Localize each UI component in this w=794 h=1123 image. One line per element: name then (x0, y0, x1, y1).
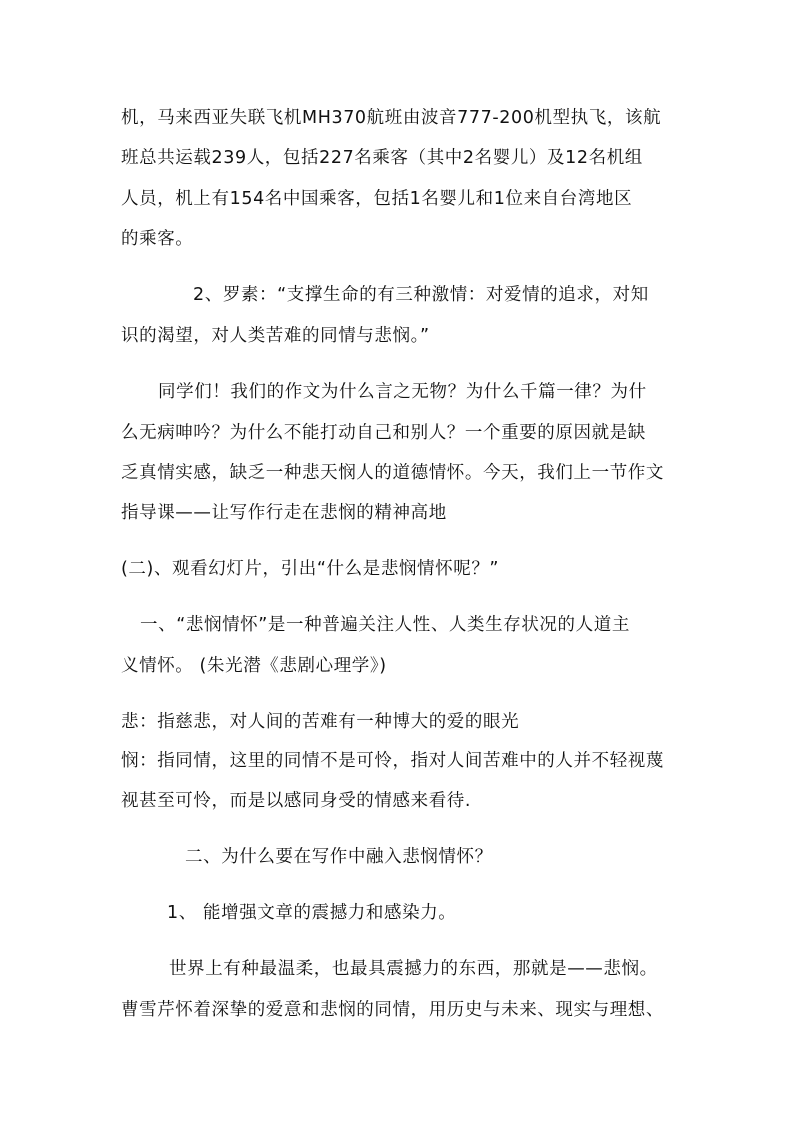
section-heading-2: (二)、观看幻灯片，引出“什么是悲悯情怀呢？” (121, 559, 500, 579)
paragraph-line-4: 的乘客。 (121, 229, 194, 249)
intro-line-3: 乏真情实感，缺乏一种悲天悯人的道德情怀。今天，我们上一节作文 (121, 463, 664, 483)
intro-line-1: 同学们！我们的作文为什么言之无物？为什么千篇一律？为什 (158, 382, 647, 402)
quote-line-2: 识的渴望，对人类苦难的同情与悲悯。” (121, 326, 430, 346)
min-definition-line-2: 视甚至可怜，而是以感同身受的情感来看待. (121, 791, 472, 811)
body-line-1: 世界上有种最温柔，也最具震撼力的东西，那就是——悲悯。 (169, 959, 658, 979)
definition-line-2: 义情怀。 (朱光潜《悲剧心理学》) (121, 656, 387, 676)
paragraph-line-3: 人员，机上有154名中国乘客，包括1名婴儿和1位来自台湾地区 (121, 189, 633, 209)
definition-line-1: 一、“悲悯情怀”是一种普遍关注人性、人类生存状况的人道主 (140, 615, 630, 635)
reason-item-1: 1、 能增强文章的震撼力和感染力。 (167, 903, 457, 923)
quote-line-1: 2、罗素：“支撑生命的有三种激情：对爱情的追求，对知 (193, 285, 649, 305)
bei-definition: 悲：指慈悲，对人间的苦难有一种博大的爱的眼光 (121, 712, 520, 732)
paragraph-line-1: 机，马来西亚失联飞机MH370航班由波音777-200机型执飞，该航 (121, 108, 662, 128)
min-definition-line-1: 悯：指同情，这里的同情不是可怜，指对人间苦难中的人并不轻视蔑 (121, 751, 664, 771)
intro-line-4: 指导课——让写作行走在悲悯的精神高地 (121, 503, 447, 523)
intro-line-2: 么无病呻吟？为什么不能打动自己和别人？一个重要的原因就是缺 (121, 423, 646, 443)
paragraph-line-2: 班总共运载239人，包括227名乘客（其中2名婴儿）及12名机组 (121, 148, 643, 168)
section-heading-why: 二、为什么要在写作中融入悲悯情怀？ (185, 847, 493, 867)
body-line-2: 曹雪芹怀着深挚的爱意和悲悯的同情，用历史与未来、现实与理想、 (121, 1000, 664, 1020)
